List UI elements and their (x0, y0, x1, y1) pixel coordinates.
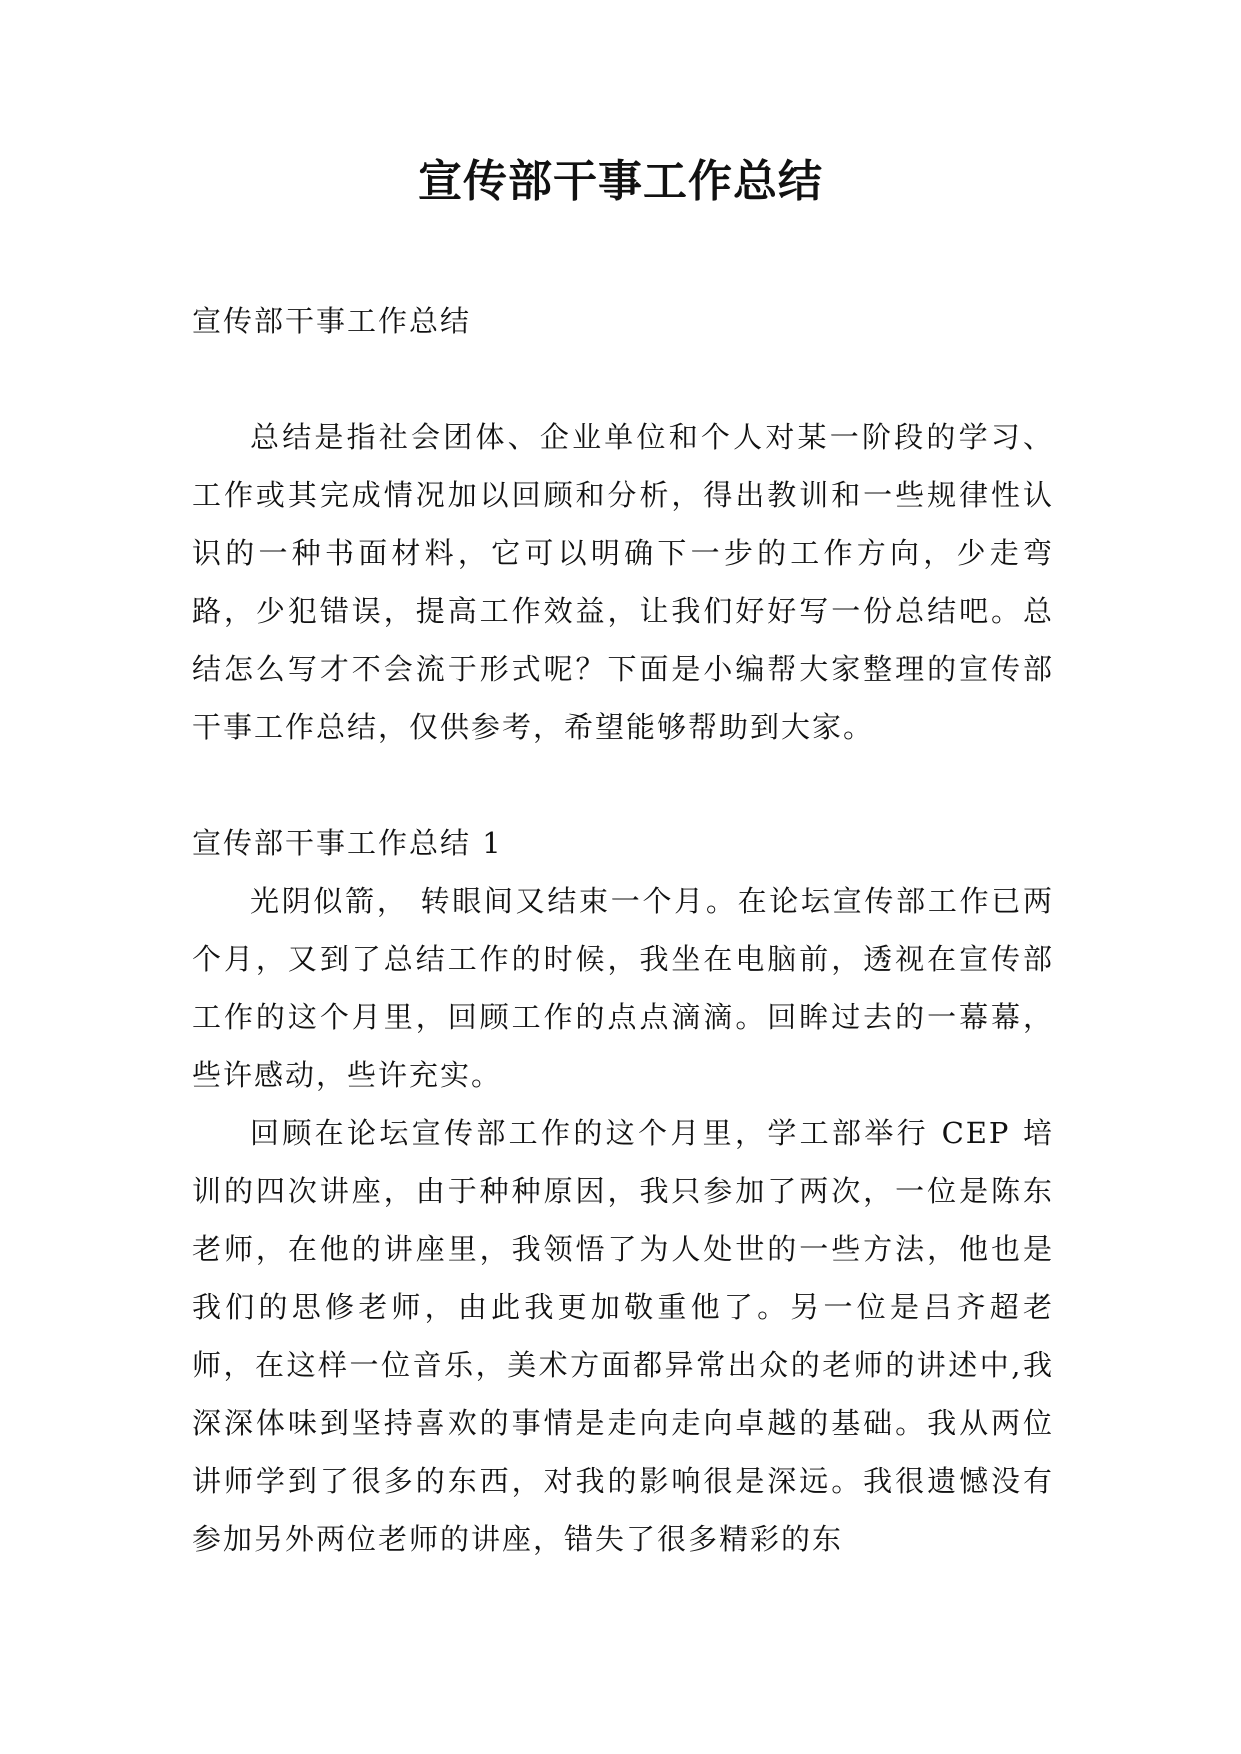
document-subtitle: 宣传部干事工作总结 (192, 304, 472, 338)
section-paragraph-2: 回顾在论坛宣传部工作的这个月里，学工部举行 CEP 培训的四次讲座，由于种种原因，我只参加了两次，一位是陈东老师，在他的讲座里，我领悟了为人处世的一些方法，他也是我们的思修老师，由此我更加敬重他了。另一位是吕齐超老师，在这样一位音乐，美术方面都异常出众的老师的讲述中,我深深体味到坚持喜欢的事情是走向走向卓越的基础。我从两位讲师学到了很多的东西，对我的影响很是深远。我很遗憾没有参加另外两位老师的讲座，错失了很多精彩的东 (192, 1116, 1054, 1556)
intro-paragraph: 总结是指社会团体、企业单位和个人对某一阶段的学习、工作或其完成情况加以回顾和分析，得出教训和一些规律性认识的一种书面材料，它可以明确下一步的工作方向，少走弯路，少犯错误，提高工作效益，让我们好好写一份总结吧。总结怎么写才不会流于形式呢？下面是小编帮大家整理的宣传部干事工作总结，仅供参考，希望能够帮助到大家。 (192, 420, 1054, 744)
section-heading: 宣传部干事工作总结 1 (192, 826, 503, 860)
spacer (192, 350, 1054, 408)
section-paragraph-1: 光阴似箭， 转眼间又结束一个月。在论坛宣传部工作已两个月，又到了总结工作的时候，我坐在电脑前，透视在宣传部工作的这个月里，回顾工作的点点滴滴。回眸过去的一幕幕，些许感动，些许充实。 (192, 884, 1054, 1092)
document-title: 宣传部干事工作总结 (418, 156, 823, 207)
document-body (192, 292, 1054, 1568)
spacer (192, 756, 1054, 814)
